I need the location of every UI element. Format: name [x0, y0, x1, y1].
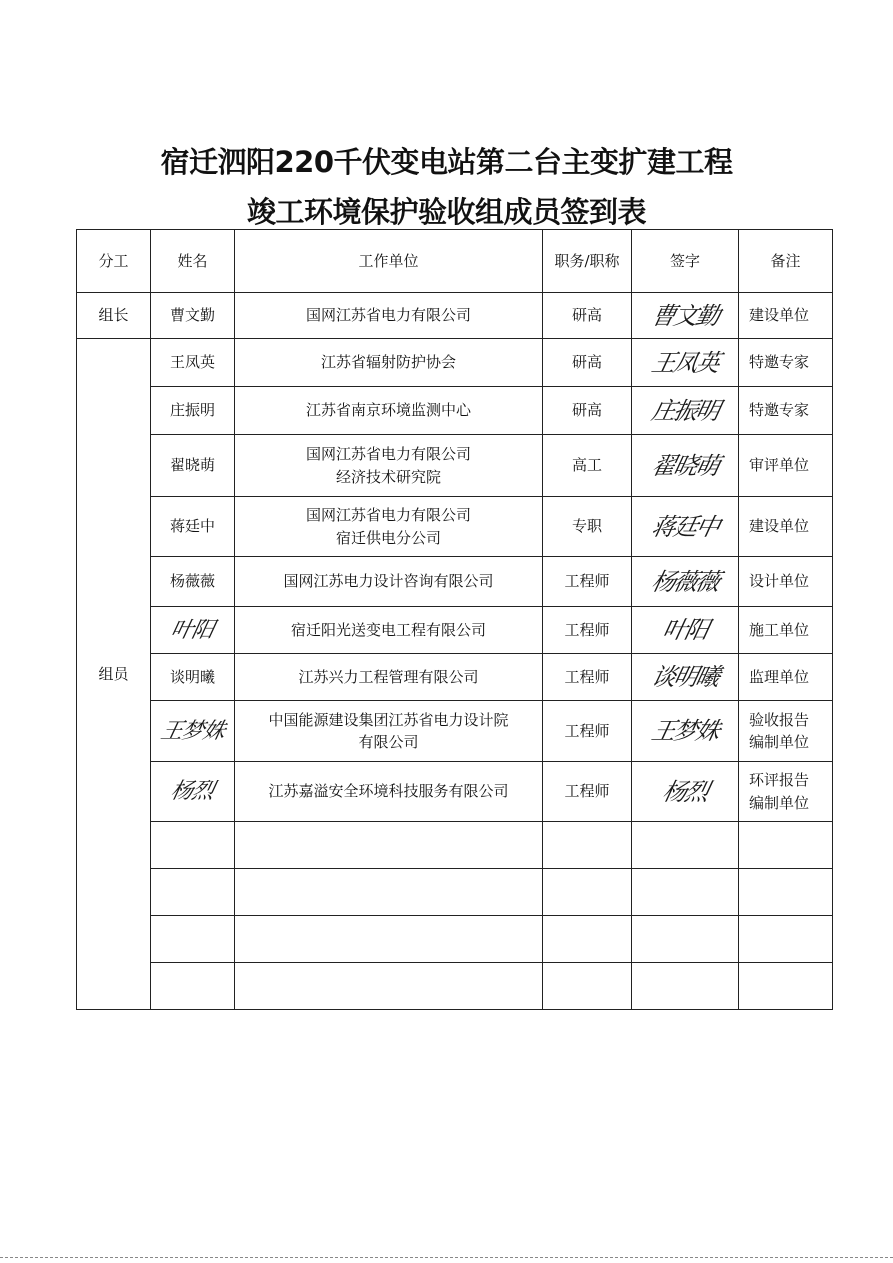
leader-signature	[632, 293, 739, 339]
member-signature	[632, 701, 739, 762]
sign-in-table	[76, 229, 833, 1010]
member-name	[151, 607, 235, 654]
member-row	[77, 762, 833, 822]
member-org: 国网江苏省电力有限公司 宿迁供电分公司	[235, 497, 543, 557]
document-title-line1: 宿迁泗阳220千伏变电站第二台主变扩建工程	[160, 145, 733, 179]
empty-row	[77, 963, 833, 1010]
member-signature	[632, 387, 739, 435]
member-org: 国网江苏电力设计咨询有限公司	[235, 557, 543, 607]
empty-row	[77, 869, 833, 916]
empty-cell	[739, 869, 833, 916]
member-signature	[632, 497, 739, 557]
member-position: 工程师	[543, 762, 632, 822]
member-org: 江苏嘉溢安全环境科技服务有限公司	[235, 762, 543, 822]
header-role: 分工	[77, 230, 151, 293]
member-row	[77, 435, 833, 497]
member-remark: 验收报告 编制单位	[739, 701, 833, 762]
empty-row	[77, 822, 833, 869]
empty-cell	[543, 869, 632, 916]
member-org: 江苏兴力工程管理有限公司	[235, 654, 543, 701]
empty-cell	[151, 963, 235, 1010]
empty-cell	[632, 963, 739, 1010]
header-row	[77, 230, 833, 293]
empty-cell	[739, 963, 833, 1010]
member-signature	[632, 339, 739, 387]
handwritten-name: 王梦姝	[158, 718, 227, 744]
empty-cell	[739, 916, 833, 963]
handwritten-signature: 曹文勤	[649, 301, 721, 330]
member-remark: 设计单位	[739, 557, 833, 607]
header-remark: 备注	[739, 230, 833, 293]
member-name: 蒋廷中	[151, 497, 235, 557]
header-position: 职务/职称	[543, 230, 632, 293]
leader-row	[77, 293, 833, 339]
leader-name: 曹文勤	[151, 293, 235, 339]
handwritten-signature: 谈明曦	[649, 663, 721, 691]
handwritten-signature: 杨薇薇	[649, 567, 721, 596]
member-signature	[632, 654, 739, 701]
member-remark: 施工单位	[739, 607, 833, 654]
handwritten-name: 叶阳	[168, 617, 217, 643]
member-signature	[632, 435, 739, 497]
member-name: 谈明曦	[151, 654, 235, 701]
header-name: 姓名	[151, 230, 235, 293]
member-remark: 审评单位	[739, 435, 833, 497]
member-position: 专职	[543, 497, 632, 557]
member-name	[151, 701, 235, 762]
member-remark: 监理单位	[739, 654, 833, 701]
handwritten-name: 杨烈	[168, 779, 217, 804]
empty-cell	[543, 916, 632, 963]
empty-cell	[739, 822, 833, 869]
member-remark: 建设单位	[739, 497, 833, 557]
member-row	[77, 557, 833, 607]
empty-cell	[632, 822, 739, 869]
member-rows	[77, 339, 833, 1010]
member-role: 组员	[77, 339, 151, 1010]
member-org: 国网江苏省电力有限公司 经济技术研究院	[235, 435, 543, 497]
empty-cell	[235, 916, 543, 963]
scan-edge-line	[0, 1257, 893, 1258]
handwritten-signature: 蒋廷中	[649, 512, 721, 541]
member-org: 江苏省南京环境监测中心	[235, 387, 543, 435]
empty-cell	[543, 963, 632, 1010]
member-position: 工程师	[543, 607, 632, 654]
leader-position: 研高	[543, 293, 632, 339]
member-signature	[632, 557, 739, 607]
member-signature	[632, 607, 739, 654]
empty-cell	[543, 822, 632, 869]
member-position: 研高	[543, 387, 632, 435]
member-row	[77, 339, 833, 387]
member-remark: 特邀专家	[739, 339, 833, 387]
member-position: 工程师	[543, 701, 632, 762]
empty-cell	[151, 869, 235, 916]
member-position: 高工	[543, 435, 632, 497]
handwritten-signature: 翟晓萌	[649, 451, 721, 480]
member-row	[77, 701, 833, 762]
member-row	[77, 607, 833, 654]
member-name: 杨薇薇	[151, 557, 235, 607]
member-name: 庄振明	[151, 387, 235, 435]
empty-cell	[151, 822, 235, 869]
member-row	[77, 387, 833, 435]
handwritten-signature: 杨烈	[660, 777, 710, 806]
member-position: 工程师	[543, 557, 632, 607]
member-position: 工程师	[543, 654, 632, 701]
empty-cell	[632, 916, 739, 963]
header-org: 工作单位	[235, 230, 543, 293]
member-org: 江苏省辐射防护协会	[235, 339, 543, 387]
member-row	[77, 497, 833, 557]
leader-org: 国网江苏省电力有限公司	[235, 293, 543, 339]
empty-cell	[632, 869, 739, 916]
member-row	[77, 654, 833, 701]
member-remark: 环评报告 编制单位	[739, 762, 833, 822]
handwritten-signature: 庄振明	[649, 396, 721, 425]
handwritten-signature: 王凤英	[649, 348, 721, 377]
empty-cell	[235, 963, 543, 1010]
handwritten-signature: 王梦姝	[649, 717, 721, 745]
leader-role: 组长	[77, 293, 151, 339]
header-signature: 签字	[632, 230, 739, 293]
member-name: 王凤英	[151, 339, 235, 387]
empty-cell	[235, 869, 543, 916]
leader-remark: 建设单位	[739, 293, 833, 339]
member-remark: 特邀专家	[739, 387, 833, 435]
empty-cell	[235, 822, 543, 869]
document-title-line2: 竣工环境保护验收组成员签到表	[246, 195, 646, 229]
handwritten-signature: 叶阳	[660, 616, 710, 644]
member-name	[151, 762, 235, 822]
member-name: 翟晓萌	[151, 435, 235, 497]
empty-row	[77, 916, 833, 963]
member-position: 研高	[543, 339, 632, 387]
member-signature	[632, 762, 739, 822]
member-org: 宿迁阳光送变电工程有限公司	[235, 607, 543, 654]
empty-cell	[151, 916, 235, 963]
member-org: 中国能源建设集团江苏省电力设计院 有限公司	[235, 701, 543, 762]
